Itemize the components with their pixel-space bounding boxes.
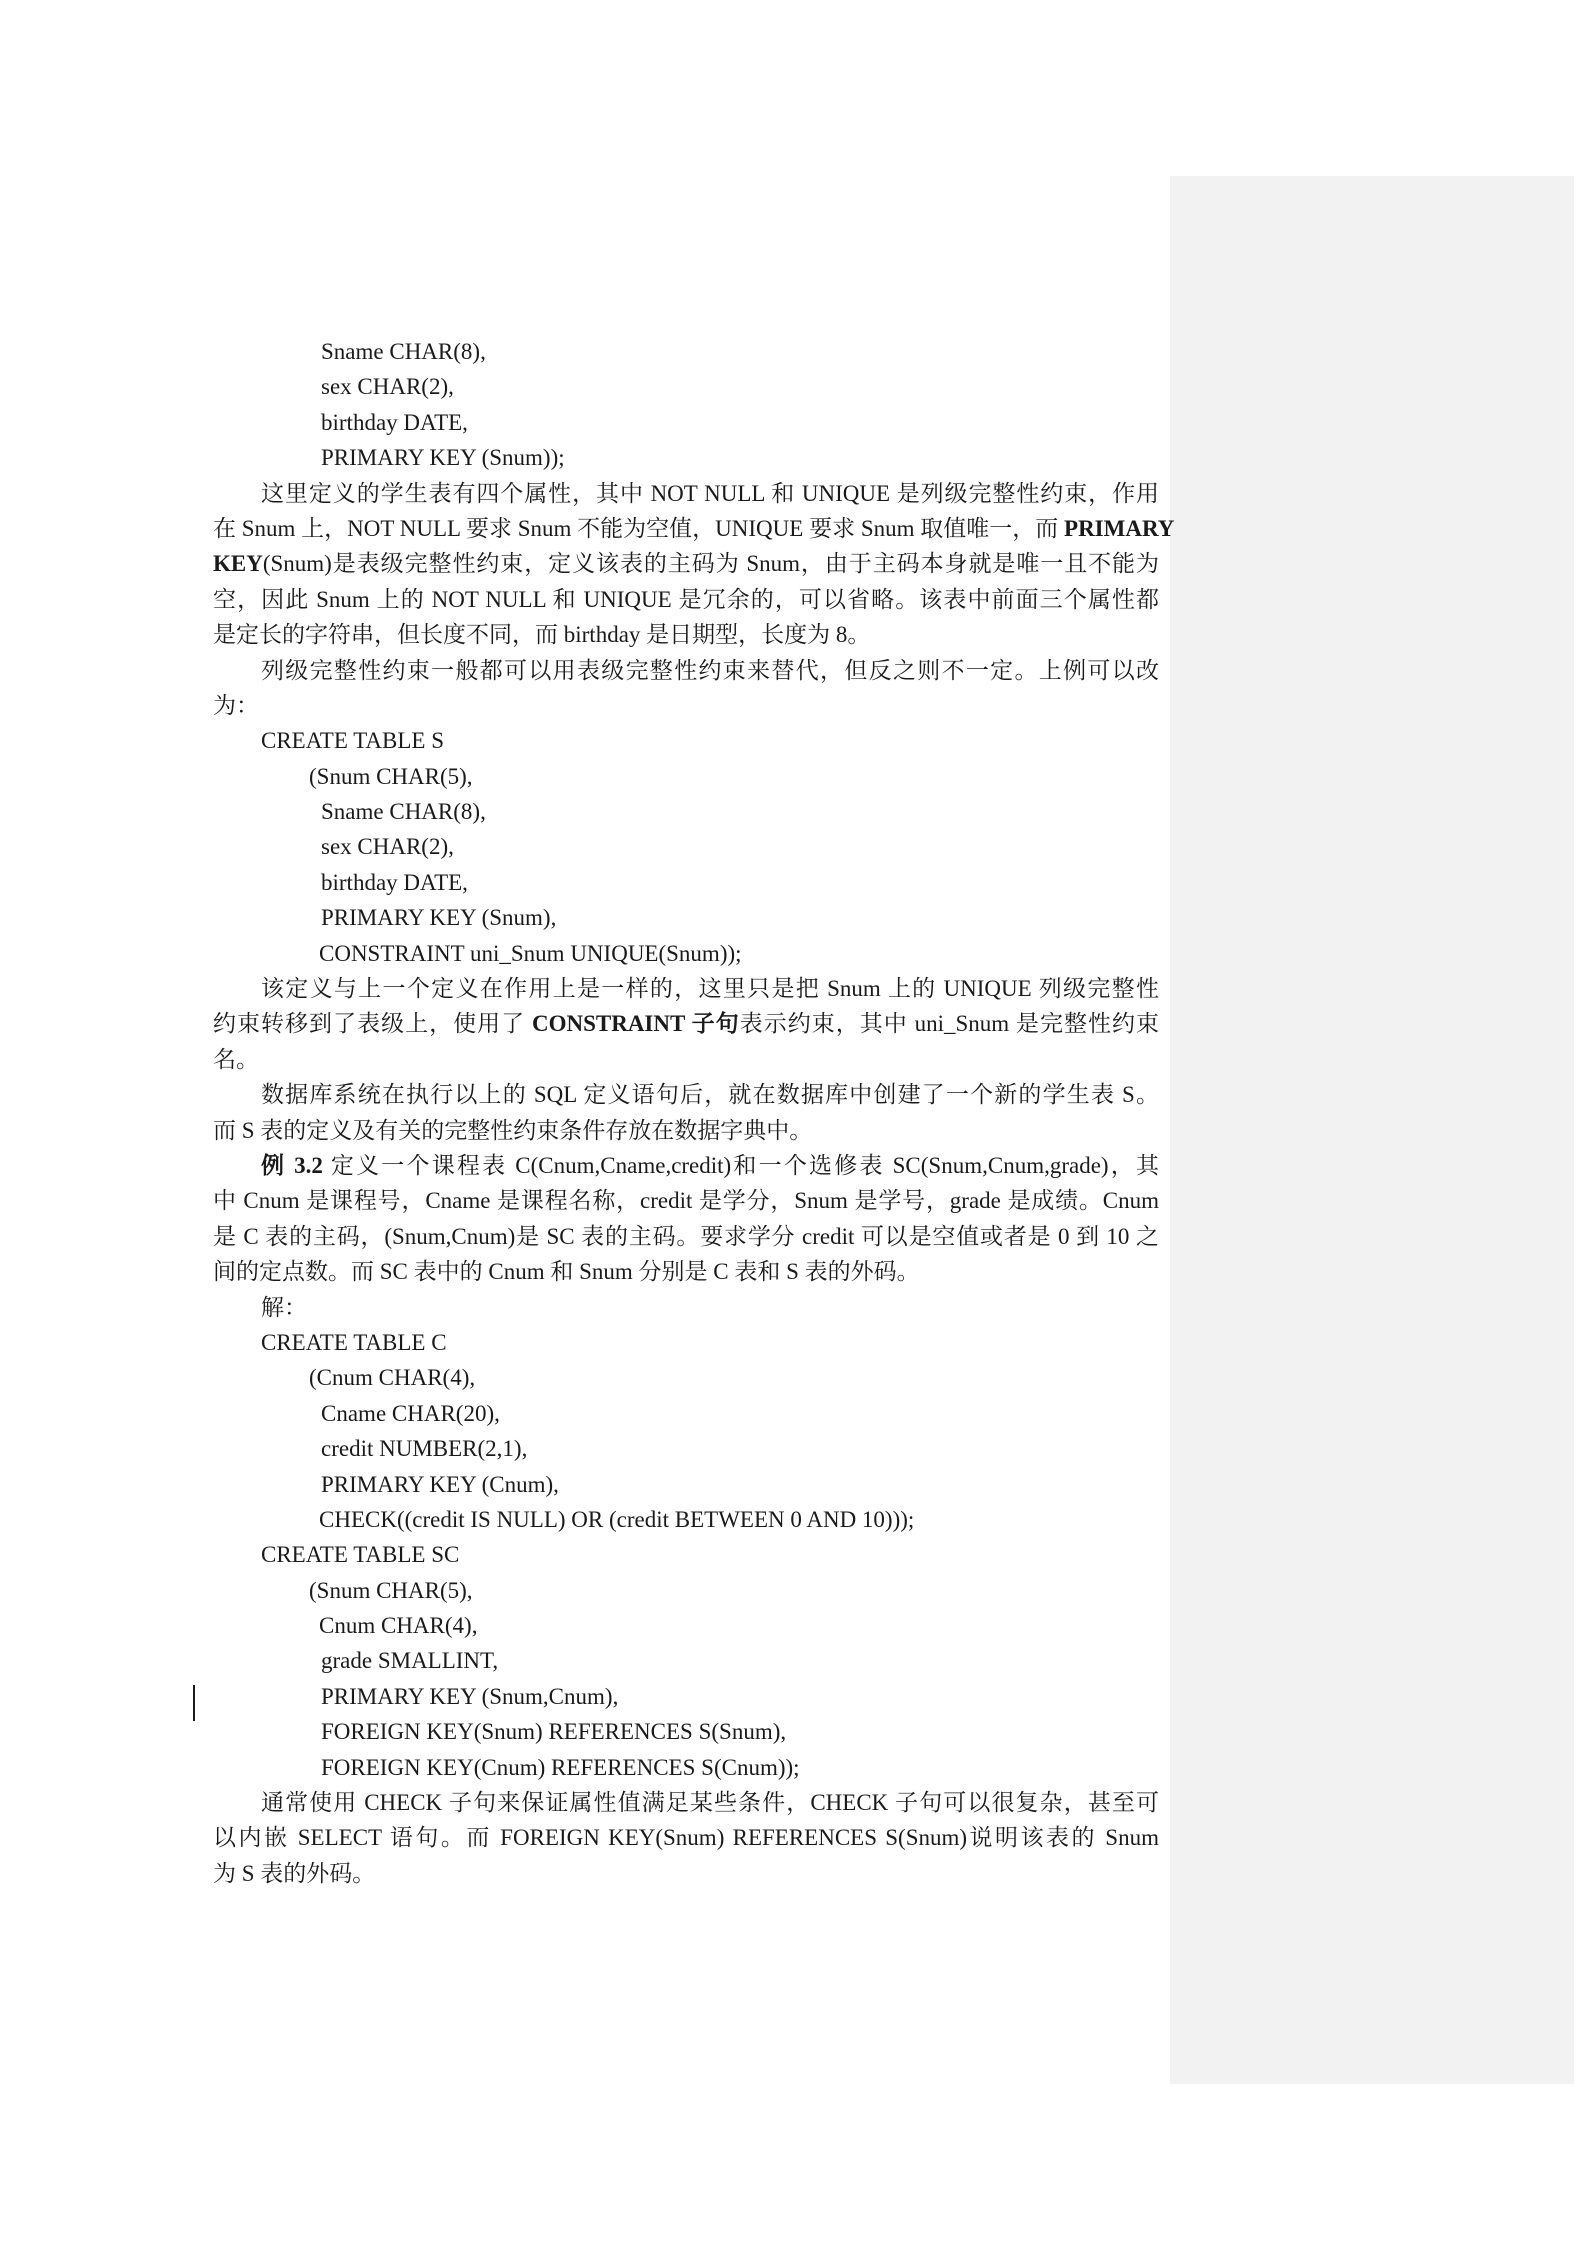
text-segment: 解：: [261, 1294, 307, 1320]
paragraph-line: [213, 1856, 1159, 1891]
code-line: Cname CHAR(20),: [321, 1400, 500, 1426]
code-line: sex CHAR(2),: [321, 834, 454, 860]
paragraph-line: [213, 653, 1159, 688]
code-line: PRIMARY KEY (Snum,Cnum),: [321, 1683, 619, 1709]
paragraph-line: [213, 1077, 1159, 1112]
comment-pane: [1170, 176, 1574, 2084]
text-segment: 是定长的字符串，但长度不同，而 birthday 是日期型，长度为 8。: [213, 622, 871, 648]
paragraph-line: [213, 582, 1159, 617]
code-line: CREATE TABLE C: [261, 1329, 447, 1355]
paragraph-line: [213, 1042, 1159, 1077]
text-segment: 为 S 表的外码。: [213, 1860, 376, 1886]
text-segment: 以内嵌 SELECT 语句。而 FOREIGN KEY(Snum) REFERENCES S(Snum)说明该表的 Snum: [213, 1825, 1159, 1851]
code-line: (Snum CHAR(5),: [309, 1577, 473, 1603]
bold-text: CONSTRAINT 子句: [531, 1011, 740, 1037]
text-segment: 这里定义的学生表有四个属性，其中 NOT NULL 和 UNIQUE 是列级完整性约束，作用: [261, 480, 1159, 506]
paragraph-line: [213, 1148, 1159, 1183]
code-line: FOREIGN KEY(Cnum) REFERENCES S(Cnum));: [321, 1754, 800, 1780]
code-line: PRIMARY KEY (Snum));: [321, 445, 565, 471]
paragraph-line: [213, 1113, 1159, 1148]
paragraph-line: [213, 971, 1159, 1006]
code-line: Sname CHAR(8),: [321, 339, 486, 364]
paragraph-line: [213, 1254, 1159, 1289]
text-segment: 约束转移到了表级上，使用了: [213, 1011, 532, 1037]
code-line: (Cnum CHAR(4),: [309, 1365, 476, 1391]
text-segment: 列级完整性约束一般都可以用表级完整性约束来替代，但反之则不一定。上例可以改: [261, 657, 1159, 683]
paragraph-line: [213, 1820, 1159, 1855]
change-bar: [193, 1685, 195, 1721]
code-line: CREATE TABLE S: [261, 728, 445, 754]
paragraph-line: [213, 1183, 1159, 1218]
code-line: PRIMARY KEY (Cnum),: [321, 1471, 559, 1497]
paragraph-line: [213, 1006, 1159, 1041]
text-segment: 定义一个课程表 C(Cnum,Cname,credit)和一个选修表 SC(Snum,Cnum,grade)，其: [322, 1152, 1159, 1178]
text-segment: 在 Snum 上，NOT NULL 要求 Snum 不能为空值，UNIQUE 要求 Snum 取值唯一，而: [213, 515, 1065, 541]
text-segment: 为：: [213, 692, 259, 718]
code-line: credit NUMBER(2,1),: [321, 1436, 528, 1462]
text-segment: 而 S 表的定义及有关的完整性约束条件存放在数据字典中。: [213, 1117, 813, 1143]
text-segment: 中 Cnum 是课程号，Cname 是课程名称，credit 是学分，Snum 是学号，grade 是成绩。Cnum: [213, 1188, 1159, 1214]
text-segment: 是 C 表的主码，(Snum,Cnum)是 SC 表的主码。要求学分 credit 可以是空值或者是 0 到 10 之: [213, 1223, 1159, 1249]
text-segment: 通常使用 CHECK 子句来保证属性值满足某些条件，CHECK 子句可以很复杂，甚至可: [261, 1790, 1159, 1816]
text-segment: 名。: [213, 1046, 259, 1072]
code-line: (Snum CHAR(5),: [309, 763, 473, 789]
paragraph-line: [213, 476, 1159, 511]
text-segment: 数据库系统在执行以上的 SQL 定义语句后，就在数据库中创建了一个新的学生表 S。: [261, 1082, 1159, 1108]
text-segment: (Snum)是表级完整性约束，定义该表的主码为 Snum，由于主码本身就是唯一且不能为: [262, 551, 1159, 577]
code-line: CHECK((credit IS NULL) OR (credit BETWEEN 0 AND 10)));: [319, 1506, 915, 1532]
code-line: Cnum CHAR(4),: [319, 1613, 478, 1639]
code-line: FOREIGN KEY(Snum) REFERENCES S(Snum),: [321, 1719, 787, 1745]
code-line: CONSTRAINT uni_Snum UNIQUE(Snum));: [319, 940, 742, 966]
paragraph-line: [213, 1219, 1159, 1254]
code-line: grade SMALLINT,: [321, 1648, 499, 1674]
text-segment: 该定义与上一个定义在作用上是一样的，这里只是把 Snum 上的 UNIQUE 列级完整性: [261, 976, 1159, 1002]
text-segment: 表示约束，其中 uni_Snum 是完整性约束: [739, 1011, 1160, 1037]
document-body: [213, 334, 1175, 1891]
text-segment: 空，因此 Snum 上的 NOT NULL 和 UNIQUE 是冗余的，可以省略。该表中前面三个属性都: [213, 586, 1159, 612]
paragraph-line: [213, 1290, 1159, 1325]
code-line: birthday DATE,: [321, 869, 468, 895]
code-line: PRIMARY KEY (Snum),: [321, 905, 557, 931]
code-line: sex CHAR(2),: [321, 374, 454, 400]
code-line: Sname CHAR(8),: [321, 799, 486, 825]
paragraph-line: [213, 511, 1175, 546]
code-line: birthday DATE,: [321, 409, 468, 435]
paragraph-line: [213, 688, 1159, 723]
text-segment: 间的定点数。而 SC 表中的 Cnum 和 Snum 分别是 C 表和 S 表的外码。: [213, 1259, 920, 1285]
code-line: CREATE TABLE SC: [261, 1542, 460, 1568]
bold-text: 例 3.2: [261, 1152, 323, 1178]
paragraph-line: [213, 1785, 1159, 1820]
paragraph-line: [213, 546, 1159, 581]
paragraph-line: [213, 617, 1159, 652]
bold-text: PRIMARY: [1064, 515, 1175, 541]
bold-text: KEY: [213, 551, 263, 577]
